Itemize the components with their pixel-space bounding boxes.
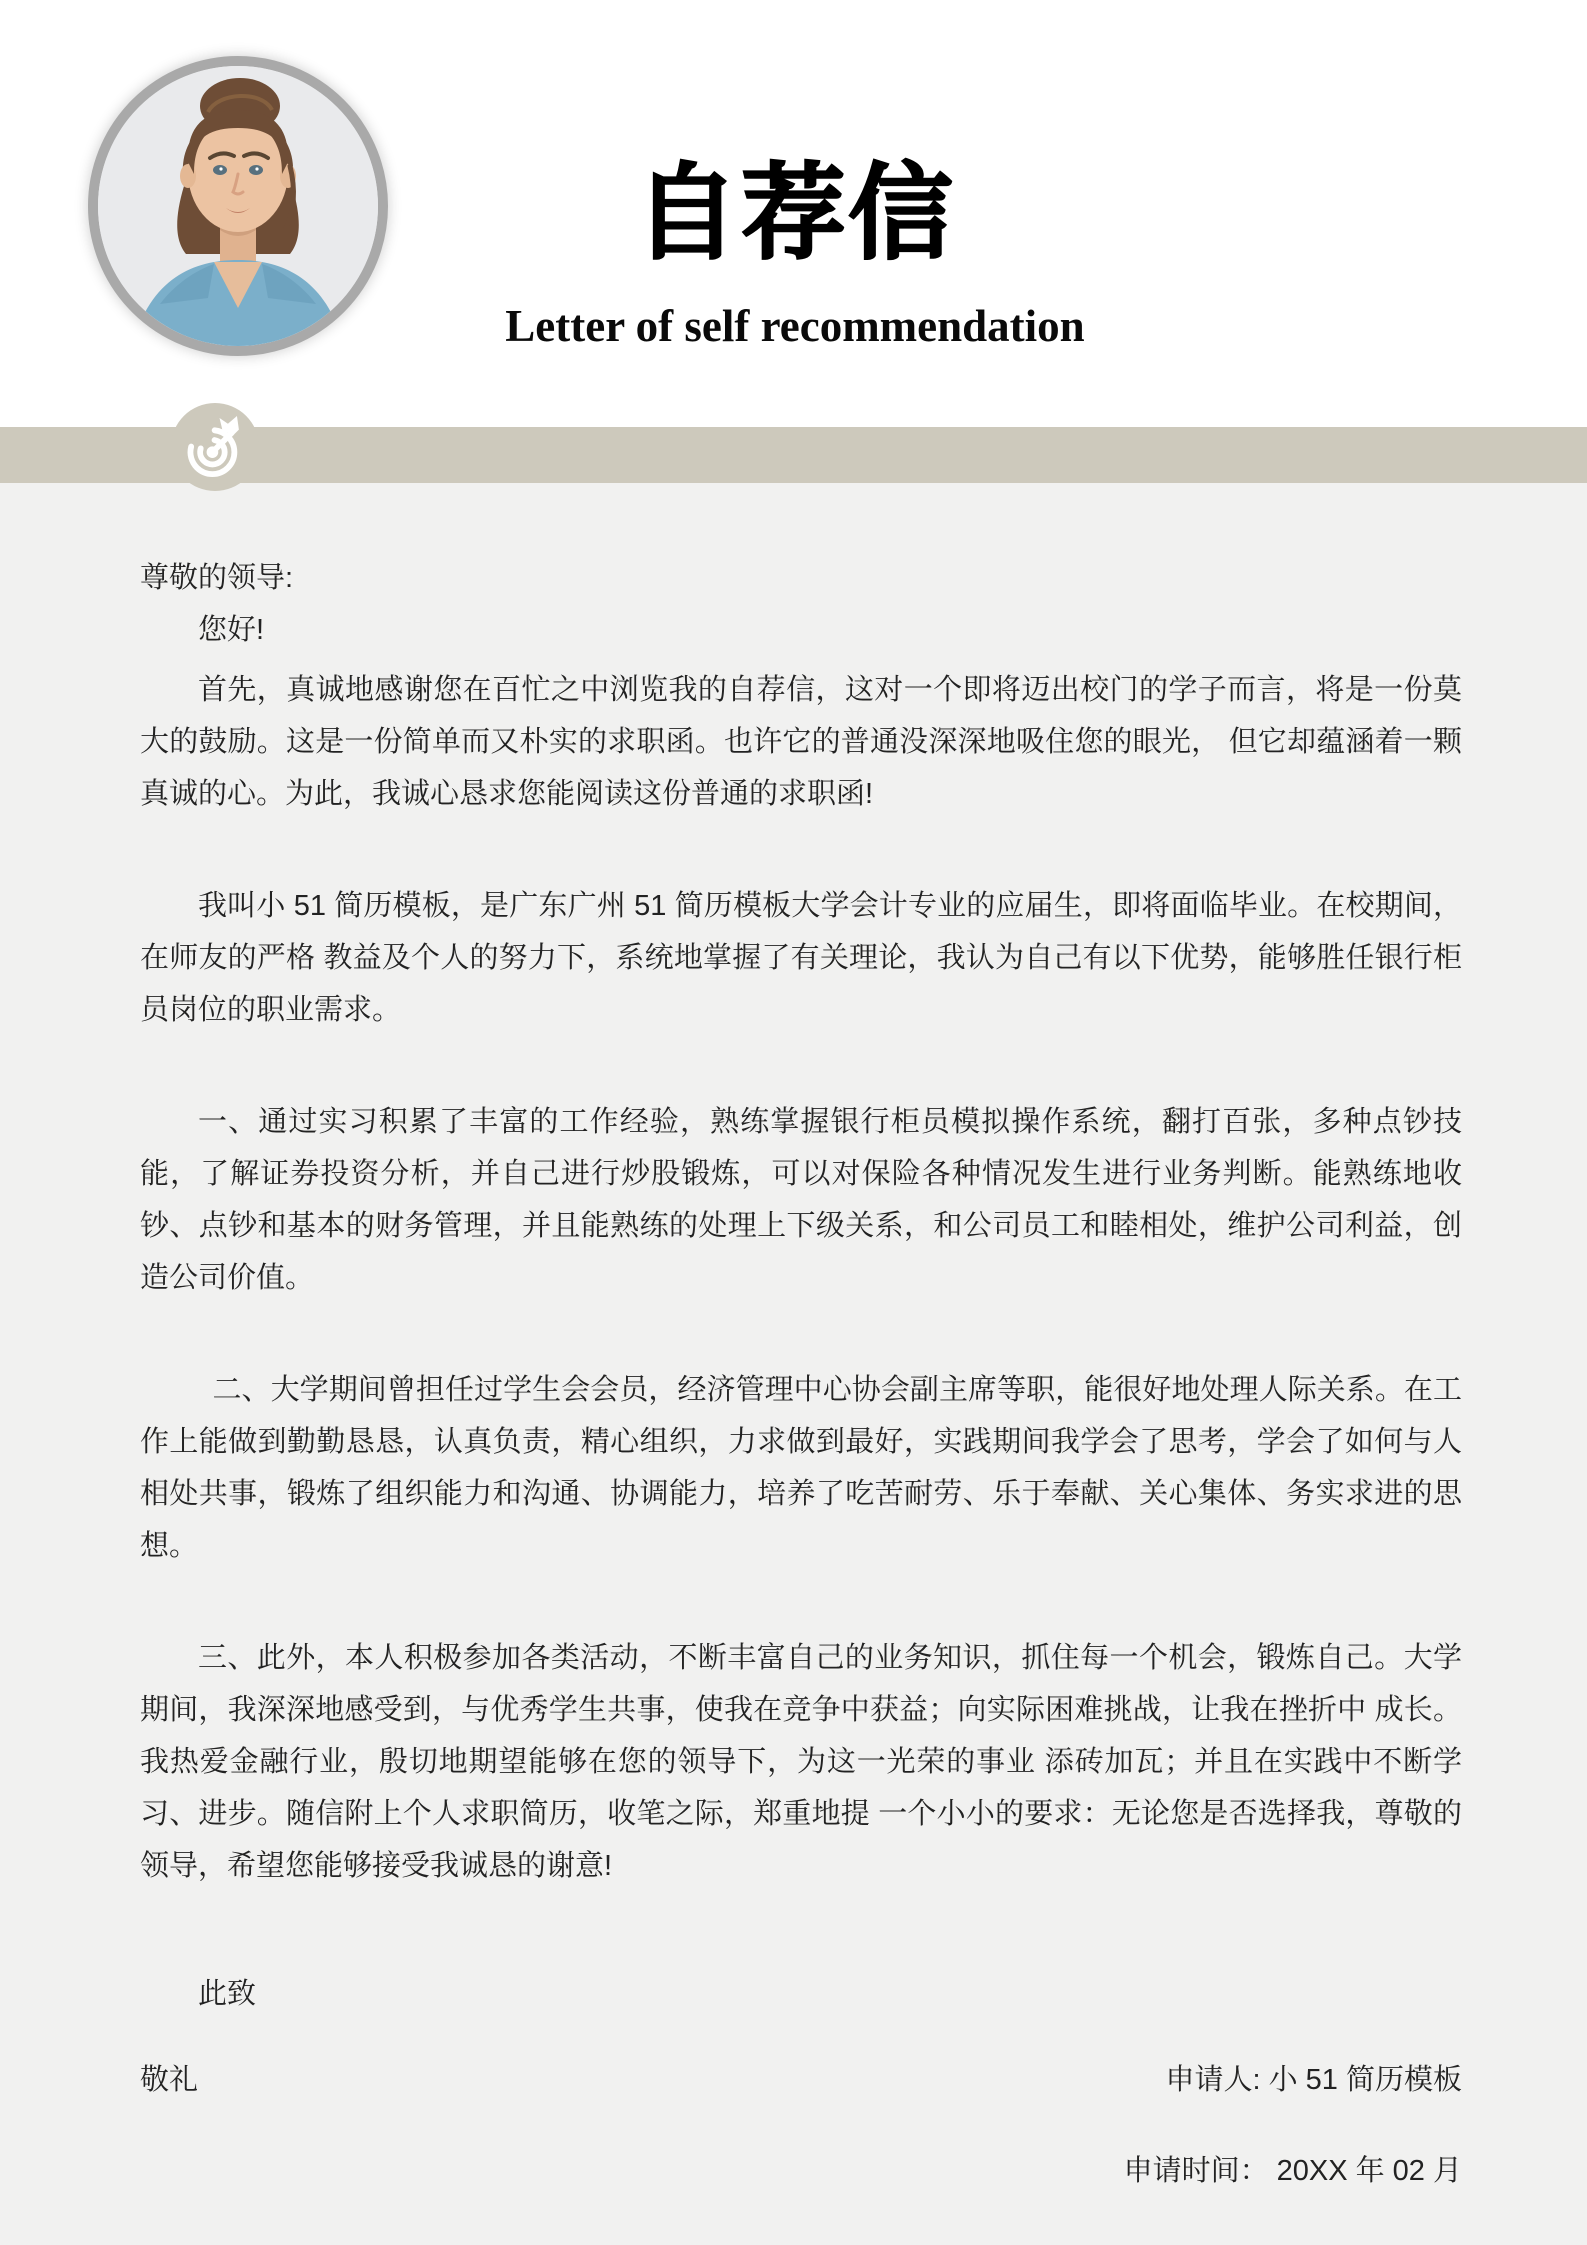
signature-row <box>140 2054 1462 2106</box>
page-title: 自荐信 <box>634 156 956 272</box>
band-badge <box>171 403 259 491</box>
applicant-name: 申请人: 小 51 简历模板 <box>1165 2064 1462 2096</box>
target-dart-icon <box>184 416 246 478</box>
paragraph-point-3: 三、此外，本人积极参加各类活动，不断丰富自己的业务知识，抓住每一个机会，锻炼自己。大学期间，我深深地感受到，与优秀学生共事，使我在竞争中获益；向实际困难挑战，让我在挫折中 成长。我热爱金融行业，殷切地期望能够在您的领导下，为这一光荣的事业 添砖加瓦；并且在实践中不断学习、进步。随信附上个人求职简历，收笔之际，郑重地提 一个小小的要求：无论您是否选择我，尊敬的领导，希望您能够接受我诚恳的谢意! <box>140 1642 1462 1882</box>
paragraph-self-introduction: 我叫小 51 简历模板，是广东广州 51 简历模板大学会计专业的应届生，即将面临毕业。在校期间，在师友的严格 教益及个人的努力下，系统地掌握了有关理论，我认为自己有以下优势，能够胜任银行柜员岗位的职业需求。 <box>140 890 1462 1026</box>
paragraph-point-1: 一、通过实习积累了丰富的工作经验，熟练掌握银行柜员模拟操作系统，翻打百张，多种点钞技能，了解证券投资分析，并自己进行炒股锻炼，可以对保险各种情况发生进行业务判断。能熟练地收钞、点钞和基本的财务管理，并且能熟练的处理上下级关系，和公司员工和睦相处，维护公司利益，创造公司价值。 <box>140 1106 1462 1294</box>
closing-cizhi: 此致 <box>198 1978 257 2010</box>
greeting-line: 您好! <box>198 614 265 646</box>
page-subtitle: Letter of self recommendation <box>505 301 1085 351</box>
letter-body <box>140 552 1462 2197</box>
application-date: 申请时间： 20XX 年 02 月 <box>1123 2155 1462 2187</box>
page-header <box>0 0 1587 427</box>
paragraph-intro: 首先，真诚地感谢您在百忙之中浏览我的自荐信，这对一个即将迈出校门的学子而言，将是一份莫大的鼓励。这是一份简单而又朴实的求职函。也许它的普通没深深地吸住您的眼光， 但它却蕴涵着一颗真诚的心。为此，我诚心恳求您能阅读这份普通的求职函! <box>140 674 1462 810</box>
title-block <box>430 156 1160 354</box>
closing-jingli: 敬礼 <box>140 2064 199 2096</box>
profile-photo-illustration <box>98 66 378 346</box>
profile-photo <box>88 56 388 356</box>
paragraph-point-2: 二、大学期间曾担任过学生会会员，经济管理中心协会副主席等职，能很好地处理人际关系。在工作上能做到勤勤恳恳，认真负责，精心组织，力求做到最好，实践期间我学会了思考，学会了如何与人相处共事，锻炼了组织能力和沟通、协调能力，培养了吃苦耐劳、乐于奉献、关心集体、务实求进的思想。 <box>140 1374 1462 1562</box>
salutation: 尊敬的领导: <box>140 562 294 594</box>
